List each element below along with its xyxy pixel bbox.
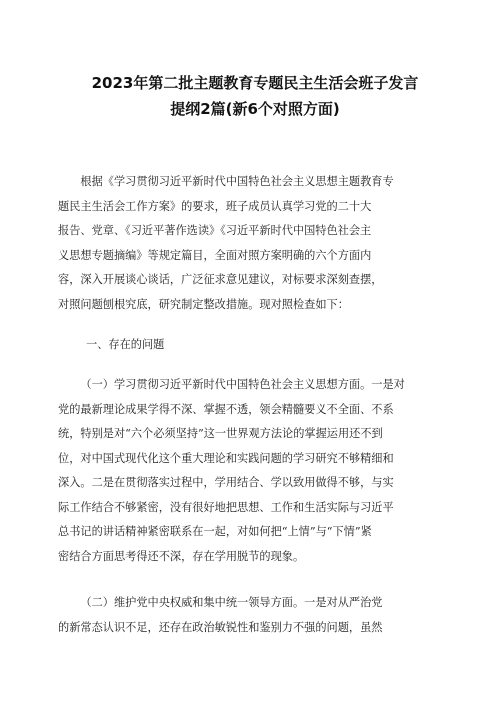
- item1-line: 深入。二是在贯彻落实过程中，学用结合、学以致用做得不够，与实: [58, 476, 394, 489]
- title-line-2: 提纲2篇(新6个对照方面): [170, 100, 340, 118]
- spacer: [58, 569, 442, 591]
- item1-line: 位，对中国式现代化这个重大理论和实践问题的学习研究不够精细和: [58, 451, 394, 465]
- item2-line: （二）维护党中央权威和集中统一领导方面。一是对从严治党: [80, 596, 383, 609]
- item1-line: 统，特别是对“六个必须坚持”这一世界观方法论的掌握运用还不到: [58, 427, 383, 440]
- intro-line: 对照问题刨根究底，研究制定整改措施。现对照检查如下：: [58, 297, 349, 311]
- item1-line: 党的最新理论成果学得不深、掌握不透，领会精髓要义不全面、不系: [58, 402, 394, 416]
- intro-line: 根据《学习贯彻习近平新时代中国特色社会主义思想主题教育专: [80, 175, 394, 188]
- item2-paragraph: [58, 591, 442, 640]
- document-body: [58, 170, 442, 640]
- item1-paragraph: [58, 373, 442, 569]
- item1-line: 总书记的讲话精神紧密联系在一起，对如何把“上情”与“下情”紧: [58, 525, 372, 538]
- title-line-1: 2023年第二批主题教育专题民主生活会班子发言: [91, 74, 419, 92]
- intro-line: 报告、党章、《习近平著作选读》《习近平新时代中国特色社会主: [58, 224, 372, 237]
- item1-line: 密结合方面思考得还不深，存在学用脱节的现象。: [58, 549, 305, 563]
- item2-line: 的新常态认识不足，还存在政治敏锐性和鉴别力不强的问题，虽然: [58, 620, 383, 634]
- intro-line: 题民主生活会工作方案》的要求，班子成员认真学习党的二十大: [58, 199, 372, 213]
- intro-line: 容，深入开展谈心谈话，广泛征求意见建议，对标要求深刻查摆，: [58, 273, 383, 286]
- intro-paragraph: [58, 170, 442, 317]
- document-title: [70, 70, 440, 122]
- section-heading: 一、存在的问题: [86, 338, 165, 351]
- item1-line: （一）学习贯彻习近平新时代中国特色社会主义思想方面。一是对: [80, 378, 405, 391]
- spacer: [58, 357, 442, 373]
- spacer: [58, 317, 442, 333]
- item1-line: 际工作结合不够紧密，没有很好地把思想、工作和生活实际与习近平: [58, 500, 394, 514]
- intro-line: 义思想专题摘编》等规定篇目，全面对照方案明确的六个方面内: [58, 248, 372, 262]
